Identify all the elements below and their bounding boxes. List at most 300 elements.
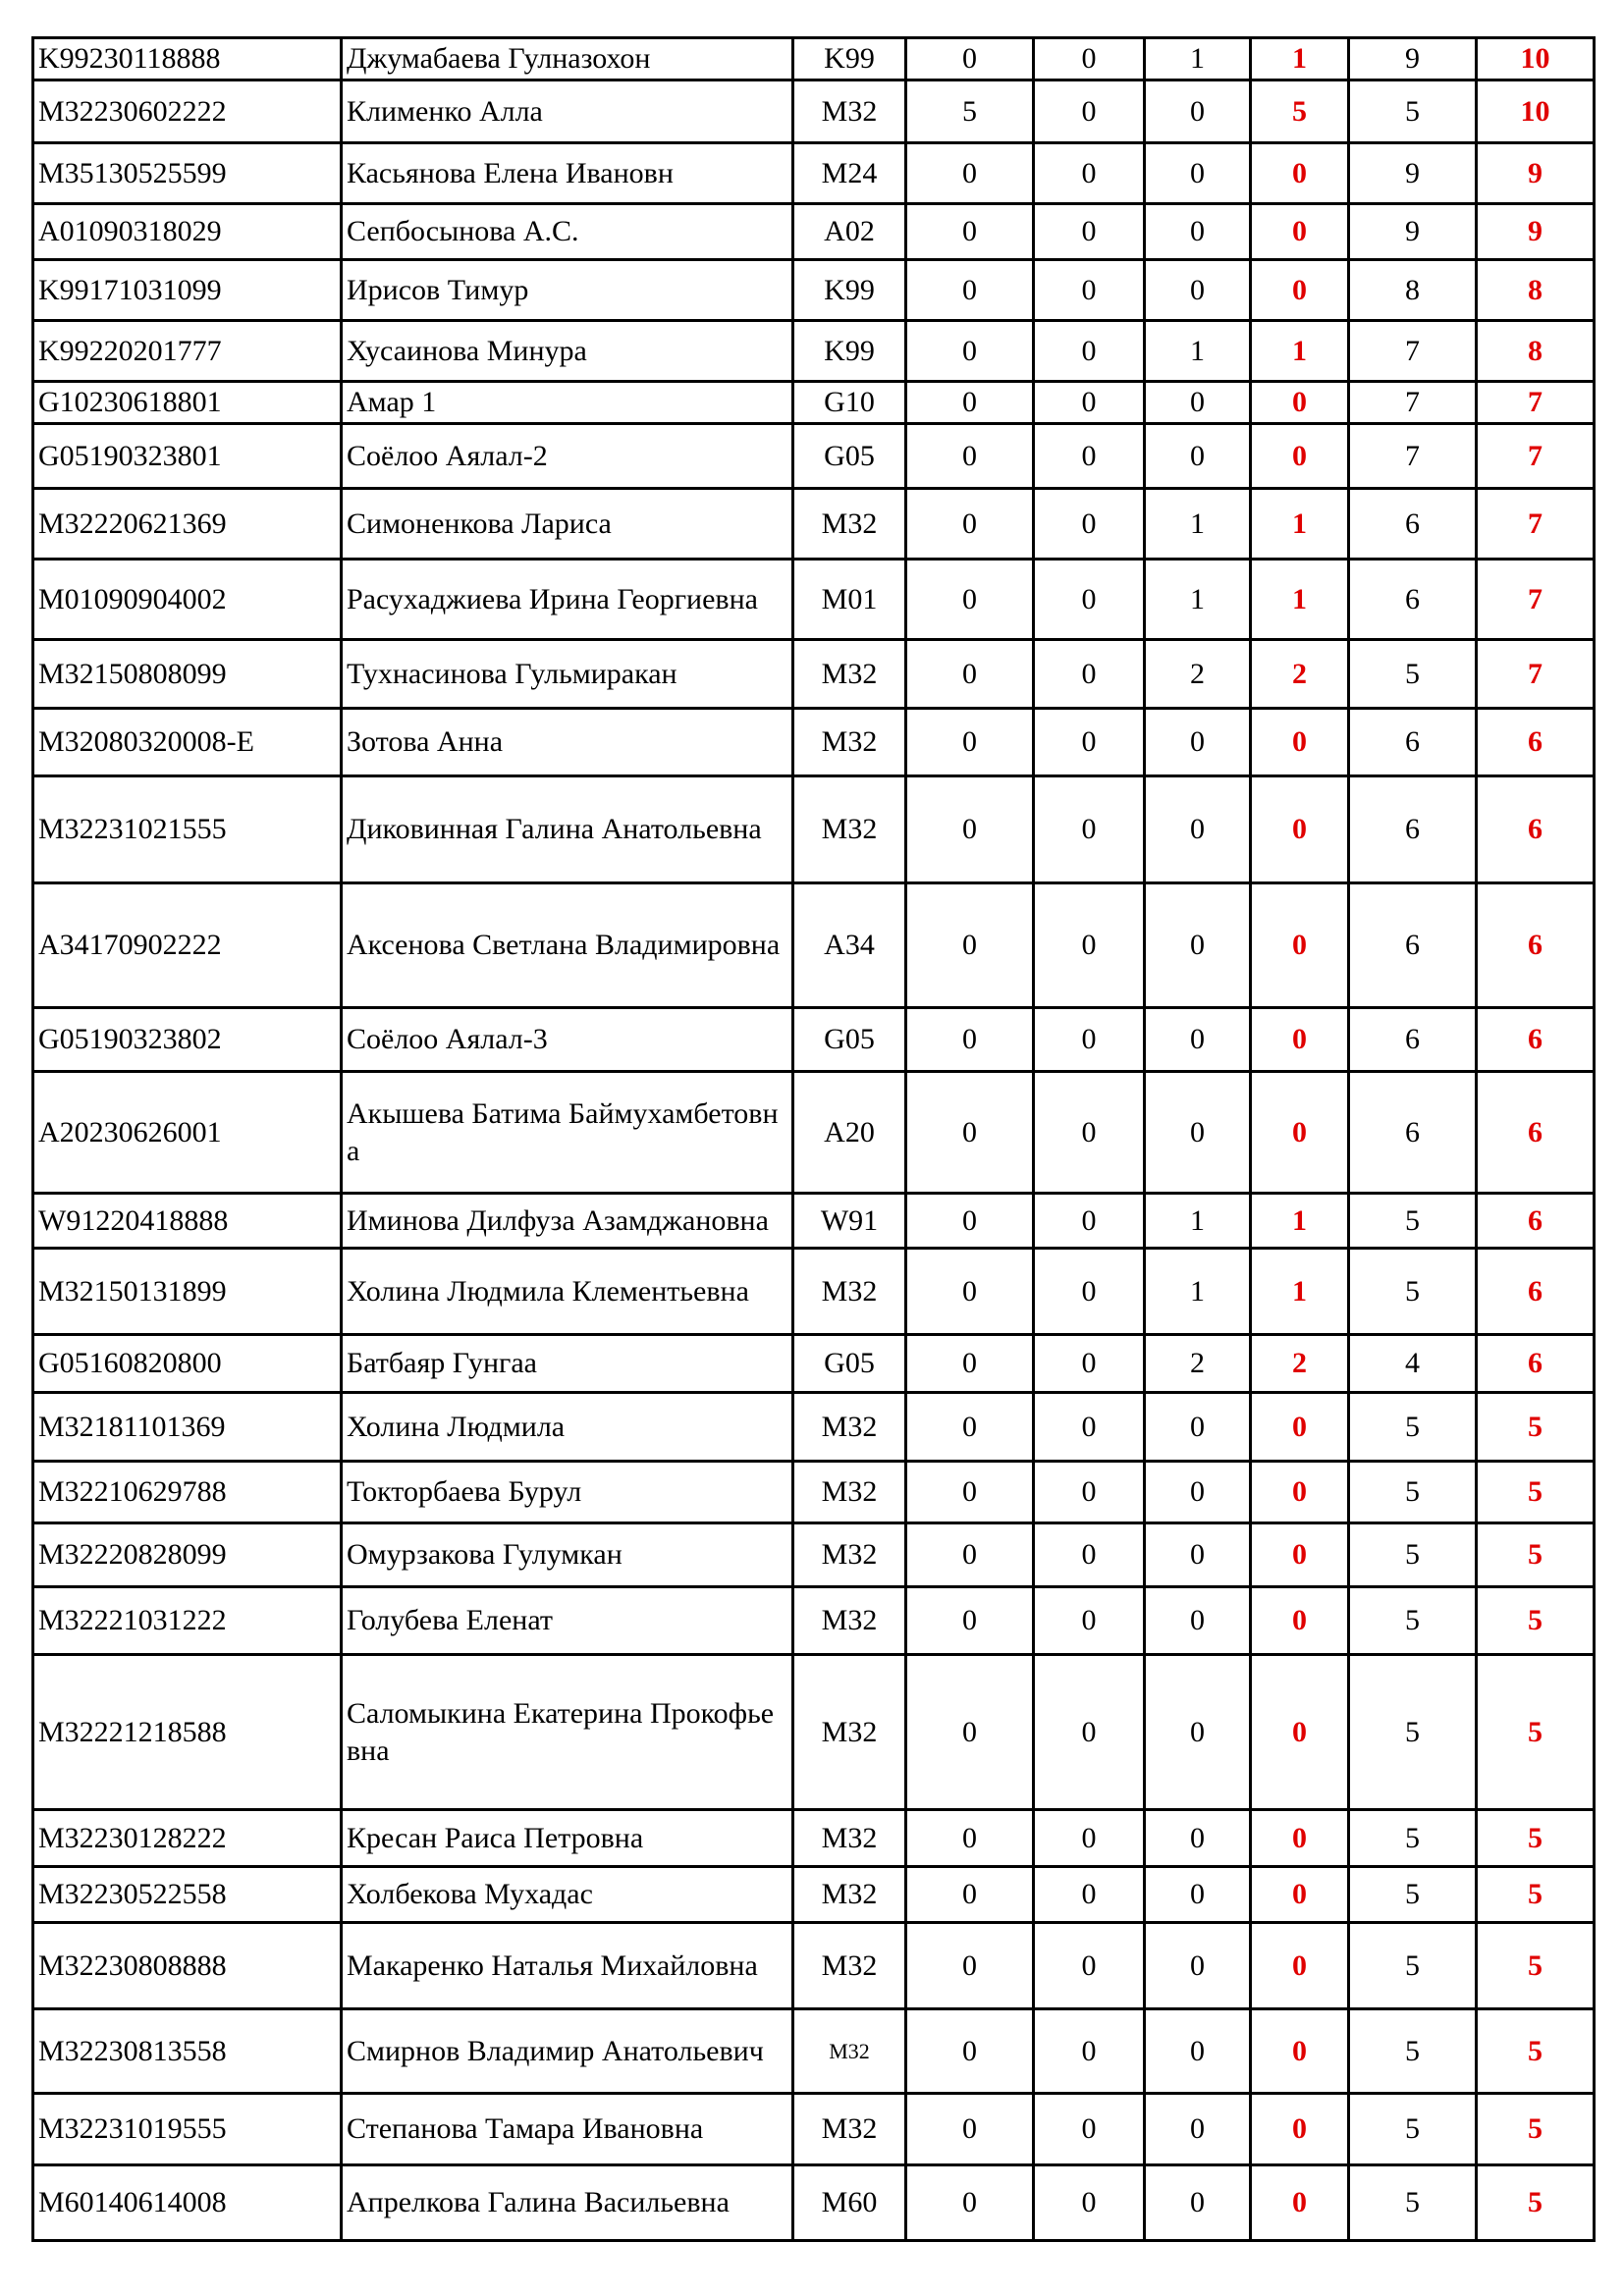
row-value-5: 6: [1349, 1008, 1477, 1072]
row-id: M32150808099: [33, 640, 342, 709]
row-total: 5: [1477, 1867, 1595, 1923]
row-value-3: 0: [1145, 80, 1251, 143]
row-value-1: 0: [906, 489, 1034, 560]
row-value-5: 6: [1349, 489, 1477, 560]
row-id: M32231019555: [33, 2094, 342, 2165]
row-code: M32: [793, 640, 906, 709]
row-code: K99: [793, 38, 906, 80]
row-id: A34170902222: [33, 883, 342, 1008]
row-total: 7: [1477, 640, 1595, 709]
row-name: Зотова Анна: [342, 709, 793, 776]
row-value-5: 5: [1349, 1194, 1477, 1249]
row-value-3: 1: [1145, 1249, 1251, 1335]
row-value-5: 9: [1349, 38, 1477, 80]
row-name: Смирнов Владимир Анатольевич: [342, 2009, 793, 2094]
row-value-3: 0: [1145, 883, 1251, 1008]
row-value-3: 0: [1145, 1008, 1251, 1072]
table-row: [33, 38, 1595, 80]
table-row: [33, 2094, 1595, 2165]
table-row: [33, 1072, 1595, 1194]
row-value-3: 0: [1145, 1462, 1251, 1523]
row-value-3: 0: [1145, 1393, 1251, 1462]
row-value-2: 0: [1034, 321, 1145, 382]
row-value-2: 0: [1034, 560, 1145, 640]
row-value-1: 0: [906, 2094, 1034, 2165]
row-value-5: 5: [1349, 1393, 1477, 1462]
row-value-5: 7: [1349, 424, 1477, 489]
table-row: [33, 260, 1595, 321]
row-code: A20: [793, 1072, 906, 1194]
table-row: [33, 1249, 1595, 1335]
table-row: [33, 1810, 1595, 1867]
row-total: 9: [1477, 204, 1595, 260]
table-row: [33, 883, 1595, 1008]
row-value-5: 5: [1349, 2009, 1477, 2094]
row-value-2: 0: [1034, 640, 1145, 709]
row-value-3: 0: [1145, 709, 1251, 776]
row-value-3: 0: [1145, 1810, 1251, 1867]
row-value-2: 0: [1034, 709, 1145, 776]
row-subtotal: 0: [1251, 2009, 1349, 2094]
row-code: M32: [793, 709, 906, 776]
row-total: 6: [1477, 776, 1595, 883]
row-name: Хусаинова Минура: [342, 321, 793, 382]
row-subtotal: 0: [1251, 143, 1349, 204]
row-value-2: 0: [1034, 204, 1145, 260]
row-value-3: 1: [1145, 560, 1251, 640]
row-total: 5: [1477, 1462, 1595, 1523]
row-value-2: 0: [1034, 1194, 1145, 1249]
row-value-5: 5: [1349, 2094, 1477, 2165]
table-row: [33, 80, 1595, 143]
row-total: 5: [1477, 1810, 1595, 1867]
row-code: G05: [793, 1008, 906, 1072]
row-value-2: 0: [1034, 2009, 1145, 2094]
row-id: M32220828099: [33, 1523, 342, 1587]
row-name: Макаренко Наталья Михайловна: [342, 1923, 793, 2009]
row-value-1: 0: [906, 776, 1034, 883]
row-value-5: 5: [1349, 1810, 1477, 1867]
row-value-1: 0: [906, 560, 1034, 640]
row-value-1: 0: [906, 883, 1034, 1008]
row-value-5: 9: [1349, 143, 1477, 204]
row-subtotal: 0: [1251, 883, 1349, 1008]
row-subtotal: 1: [1251, 560, 1349, 640]
row-name: Иминова Дилфуза Азамджановна: [342, 1194, 793, 1249]
row-total: 6: [1477, 709, 1595, 776]
row-value-2: 0: [1034, 1867, 1145, 1923]
row-id: K99230118888: [33, 38, 342, 80]
row-subtotal: 1: [1251, 321, 1349, 382]
row-subtotal: 0: [1251, 2165, 1349, 2241]
table-row: [33, 640, 1595, 709]
row-total: 5: [1477, 1587, 1595, 1655]
row-id: A20230626001: [33, 1072, 342, 1194]
row-name: Амар 1: [342, 382, 793, 424]
row-name: Батбаяр Гунгаа: [342, 1335, 793, 1393]
row-code: W91: [793, 1194, 906, 1249]
row-value-2: 0: [1034, 1587, 1145, 1655]
row-code: M24: [793, 143, 906, 204]
table-row: [33, 1008, 1595, 1072]
row-value-2: 0: [1034, 2094, 1145, 2165]
row-id: M32230128222: [33, 1810, 342, 1867]
row-subtotal: 0: [1251, 709, 1349, 776]
row-code: M32: [793, 776, 906, 883]
row-name: Степанова Тамара Ивановна: [342, 2094, 793, 2165]
row-value-1: 0: [906, 1655, 1034, 1810]
row-name: Холина Людмила Клементьевна: [342, 1249, 793, 1335]
row-value-5: 6: [1349, 883, 1477, 1008]
row-value-3: 2: [1145, 1335, 1251, 1393]
row-code: M32: [793, 1867, 906, 1923]
row-subtotal: 0: [1251, 1072, 1349, 1194]
table-row: [33, 489, 1595, 560]
row-id: M32220621369: [33, 489, 342, 560]
row-value-5: 8: [1349, 260, 1477, 321]
row-id: W91220418888: [33, 1194, 342, 1249]
table-row: [33, 2009, 1595, 2094]
table-row: [33, 382, 1595, 424]
row-total: 5: [1477, 2094, 1595, 2165]
row-value-1: 0: [906, 1008, 1034, 1072]
row-subtotal: 0: [1251, 260, 1349, 321]
row-subtotal: 5: [1251, 80, 1349, 143]
row-total: 6: [1477, 1194, 1595, 1249]
row-id: M32230602222: [33, 80, 342, 143]
row-name: Омурзакова Гулумкан: [342, 1523, 793, 1587]
row-code: M32: [793, 1462, 906, 1523]
row-value-2: 0: [1034, 424, 1145, 489]
row-value-5: 5: [1349, 1923, 1477, 2009]
row-subtotal: 0: [1251, 1462, 1349, 1523]
row-id: M32181101369: [33, 1393, 342, 1462]
row-total: 8: [1477, 321, 1595, 382]
row-value-1: 0: [906, 1462, 1034, 1523]
table-row: [33, 1335, 1595, 1393]
row-name: Кресан Раиса Петровна: [342, 1810, 793, 1867]
row-value-3: 0: [1145, 2165, 1251, 2241]
row-name: Клименко Алла: [342, 80, 793, 143]
row-subtotal: 0: [1251, 1587, 1349, 1655]
row-value-2: 0: [1034, 143, 1145, 204]
row-value-2: 0: [1034, 1523, 1145, 1587]
row-value-3: 0: [1145, 1655, 1251, 1810]
row-code: M32: [793, 1523, 906, 1587]
row-value-3: 0: [1145, 424, 1251, 489]
row-value-5: 5: [1349, 2165, 1477, 2241]
row-name: Саломыкина Екатерина Прокофьевна: [342, 1655, 793, 1810]
row-subtotal: 0: [1251, 1008, 1349, 1072]
row-value-3: 0: [1145, 204, 1251, 260]
row-value-2: 0: [1034, 1249, 1145, 1335]
row-id: M32231021555: [33, 776, 342, 883]
row-value-1: 0: [906, 321, 1034, 382]
row-subtotal: 0: [1251, 1523, 1349, 1587]
row-total: 7: [1477, 382, 1595, 424]
row-value-5: 5: [1349, 1523, 1477, 1587]
row-value-2: 0: [1034, 382, 1145, 424]
row-value-1: 0: [906, 2009, 1034, 2094]
row-value-1: 0: [906, 204, 1034, 260]
row-id: K99171031099: [33, 260, 342, 321]
row-id: G05190323802: [33, 1008, 342, 1072]
table-row: [33, 2165, 1595, 2241]
row-value-2: 0: [1034, 1072, 1145, 1194]
row-code: M32: [793, 1393, 906, 1462]
row-id: M32230522558: [33, 1867, 342, 1923]
row-value-2: 0: [1034, 260, 1145, 321]
row-code: M32: [793, 1249, 906, 1335]
row-subtotal: 0: [1251, 204, 1349, 260]
row-value-1: 0: [906, 1867, 1034, 1923]
row-name: Апрелкова Галина Васильевна: [342, 2165, 793, 2241]
table-row: [33, 776, 1595, 883]
row-code: M32: [793, 1587, 906, 1655]
row-code: A34: [793, 883, 906, 1008]
row-name: Голубева Еленат: [342, 1587, 793, 1655]
row-value-2: 0: [1034, 1923, 1145, 2009]
row-value-2: 0: [1034, 883, 1145, 1008]
row-value-2: 0: [1034, 38, 1145, 80]
row-name: Акышева Батима Баймухамбетовна: [342, 1072, 793, 1194]
row-code: A02: [793, 204, 906, 260]
row-total: 5: [1477, 2009, 1595, 2094]
row-name: Тухнасинова Гульмиракан: [342, 640, 793, 709]
row-value-2: 0: [1034, 2165, 1145, 2241]
row-value-2: 0: [1034, 1462, 1145, 1523]
row-name: Соёлоо Аялал-3: [342, 1008, 793, 1072]
row-id: M32230808888: [33, 1923, 342, 2009]
row-subtotal: 1: [1251, 38, 1349, 80]
row-id: G10230618801: [33, 382, 342, 424]
row-id: M32221031222: [33, 1587, 342, 1655]
row-value-3: 0: [1145, 1523, 1251, 1587]
row-id: K99220201777: [33, 321, 342, 382]
row-subtotal: 2: [1251, 1335, 1349, 1393]
row-id: M32150131899: [33, 1249, 342, 1335]
row-value-3: 0: [1145, 2094, 1251, 2165]
row-name: Симоненкова Лариса: [342, 489, 793, 560]
row-value-5: 6: [1349, 709, 1477, 776]
row-code: G05: [793, 1335, 906, 1393]
row-value-5: 5: [1349, 80, 1477, 143]
row-value-5: 7: [1349, 321, 1477, 382]
row-id: M32210629788: [33, 1462, 342, 1523]
table-row: [33, 1194, 1595, 1249]
row-value-1: 0: [906, 1523, 1034, 1587]
row-value-3: 0: [1145, 1867, 1251, 1923]
row-value-3: 0: [1145, 260, 1251, 321]
row-value-3: 2: [1145, 640, 1251, 709]
table-row: [33, 1393, 1595, 1462]
row-total: 7: [1477, 560, 1595, 640]
row-subtotal: 0: [1251, 1867, 1349, 1923]
row-value-3: 0: [1145, 1072, 1251, 1194]
row-total: 6: [1477, 1008, 1595, 1072]
row-id: M32230813558: [33, 2009, 342, 2094]
row-value-1: 0: [906, 640, 1034, 709]
row-total: 5: [1477, 1655, 1595, 1810]
row-code: M01: [793, 560, 906, 640]
row-name: Сепбосынова А.С.: [342, 204, 793, 260]
row-value-1: 0: [906, 424, 1034, 489]
row-code: K99: [793, 260, 906, 321]
row-value-1: 0: [906, 1810, 1034, 1867]
row-value-3: 0: [1145, 1923, 1251, 2009]
table-row: [33, 424, 1595, 489]
table-row: [33, 709, 1595, 776]
row-total: 5: [1477, 1523, 1595, 1587]
row-value-3: 0: [1145, 1587, 1251, 1655]
row-value-1: 0: [906, 1923, 1034, 2009]
row-subtotal: 2: [1251, 640, 1349, 709]
row-value-5: 5: [1349, 1867, 1477, 1923]
row-value-3: 1: [1145, 38, 1251, 80]
row-total: 9: [1477, 143, 1595, 204]
row-value-1: 0: [906, 38, 1034, 80]
row-total: 10: [1477, 38, 1595, 80]
results-body: [33, 38, 1595, 2241]
row-subtotal: 1: [1251, 489, 1349, 560]
row-total: 5: [1477, 1923, 1595, 2009]
row-id: G05190323801: [33, 424, 342, 489]
row-id: M01090904002: [33, 560, 342, 640]
row-name: Касьянова Елена Ивановн: [342, 143, 793, 204]
row-value-3: 0: [1145, 382, 1251, 424]
row-total: 5: [1477, 2165, 1595, 2241]
row-subtotal: 0: [1251, 1923, 1349, 2009]
row-id: G05160820800: [33, 1335, 342, 1393]
row-subtotal: 0: [1251, 776, 1349, 883]
row-id: M32080320008-E: [33, 709, 342, 776]
table-row: [33, 1655, 1595, 1810]
table-row: [33, 204, 1595, 260]
row-code: M32: [793, 1655, 906, 1810]
row-value-1: 0: [906, 1249, 1034, 1335]
row-value-3: 1: [1145, 1194, 1251, 1249]
row-code: G05: [793, 424, 906, 489]
row-value-5: 6: [1349, 560, 1477, 640]
results-table: [31, 36, 1596, 2242]
row-value-1: 0: [906, 382, 1034, 424]
row-value-5: 6: [1349, 1072, 1477, 1194]
row-total: 6: [1477, 1072, 1595, 1194]
row-value-1: 0: [906, 1072, 1034, 1194]
table-row: [33, 1587, 1595, 1655]
row-name: Холбекова Мухадас: [342, 1867, 793, 1923]
row-total: 6: [1477, 1335, 1595, 1393]
row-id: A01090318029: [33, 204, 342, 260]
row-value-1: 0: [906, 260, 1034, 321]
row-subtotal: 1: [1251, 1194, 1349, 1249]
row-subtotal: 0: [1251, 2094, 1349, 2165]
row-value-5: 5: [1349, 1655, 1477, 1810]
row-code: M32: [793, 2094, 906, 2165]
row-total: 7: [1477, 424, 1595, 489]
row-value-5: 7: [1349, 382, 1477, 424]
row-subtotal: 0: [1251, 424, 1349, 489]
row-name: Джумабаева Гулназохон: [342, 38, 793, 80]
row-value-2: 0: [1034, 1655, 1145, 1810]
row-subtotal: 0: [1251, 382, 1349, 424]
row-name: Ирисов Тимур: [342, 260, 793, 321]
row-code: M32: [793, 80, 906, 143]
row-total: 6: [1477, 1249, 1595, 1335]
row-value-2: 0: [1034, 489, 1145, 560]
row-value-1: 0: [906, 1587, 1034, 1655]
row-total: 5: [1477, 1393, 1595, 1462]
row-value-1: 0: [906, 1393, 1034, 1462]
table-row: [33, 560, 1595, 640]
row-total: 10: [1477, 80, 1595, 143]
row-name: Соёлоо Аялал-2: [342, 424, 793, 489]
table-row: [33, 321, 1595, 382]
row-id: M35130525599: [33, 143, 342, 204]
row-code: K99: [793, 321, 906, 382]
row-value-2: 0: [1034, 80, 1145, 143]
row-name: Холина Людмила: [342, 1393, 793, 1462]
row-name: Диковинная Галина Анатольевна: [342, 776, 793, 883]
row-value-5: 5: [1349, 640, 1477, 709]
row-name: Токторбаева Бурул: [342, 1462, 793, 1523]
row-value-1: 0: [906, 2165, 1034, 2241]
row-value-5: 5: [1349, 1249, 1477, 1335]
row-code: M60: [793, 2165, 906, 2241]
row-value-5: 6: [1349, 776, 1477, 883]
row-value-3: 0: [1145, 143, 1251, 204]
row-value-3: 1: [1145, 489, 1251, 560]
table-row: [33, 1867, 1595, 1923]
row-code: M32: [793, 1810, 906, 1867]
row-value-1: 0: [906, 1335, 1034, 1393]
row-code: G10: [793, 382, 906, 424]
row-value-5: 4: [1349, 1335, 1477, 1393]
row-total: 6: [1477, 883, 1595, 1008]
row-value-5: 5: [1349, 1587, 1477, 1655]
row-subtotal: 1: [1251, 1249, 1349, 1335]
row-subtotal: 0: [1251, 1393, 1349, 1462]
row-total: 8: [1477, 260, 1595, 321]
row-code: M32: [793, 1923, 906, 2009]
row-id: M60140614008: [33, 2165, 342, 2241]
row-value-1: 0: [906, 709, 1034, 776]
row-value-5: 5: [1349, 1462, 1477, 1523]
row-value-5: 9: [1349, 204, 1477, 260]
row-name: Расухаджиева Ирина Георгиевна: [342, 560, 793, 640]
row-value-2: 0: [1034, 1810, 1145, 1867]
table-row: [33, 143, 1595, 204]
table-row: [33, 1923, 1595, 2009]
row-value-3: 0: [1145, 776, 1251, 883]
row-subtotal: 0: [1251, 1810, 1349, 1867]
row-value-3: 1: [1145, 321, 1251, 382]
table-row: [33, 1462, 1595, 1523]
row-id: M32221218588: [33, 1655, 342, 1810]
row-value-1: 0: [906, 143, 1034, 204]
row-value-2: 0: [1034, 776, 1145, 883]
row-code: M32: [793, 2009, 906, 2094]
table-row: [33, 1523, 1595, 1587]
row-name: Аксенова Светлана Владимировна: [342, 883, 793, 1008]
row-value-2: 0: [1034, 1008, 1145, 1072]
row-value-2: 0: [1034, 1335, 1145, 1393]
row-value-1: 5: [906, 80, 1034, 143]
row-total: 7: [1477, 489, 1595, 560]
row-value-1: 0: [906, 1194, 1034, 1249]
row-subtotal: 0: [1251, 1655, 1349, 1810]
row-code: M32: [793, 489, 906, 560]
